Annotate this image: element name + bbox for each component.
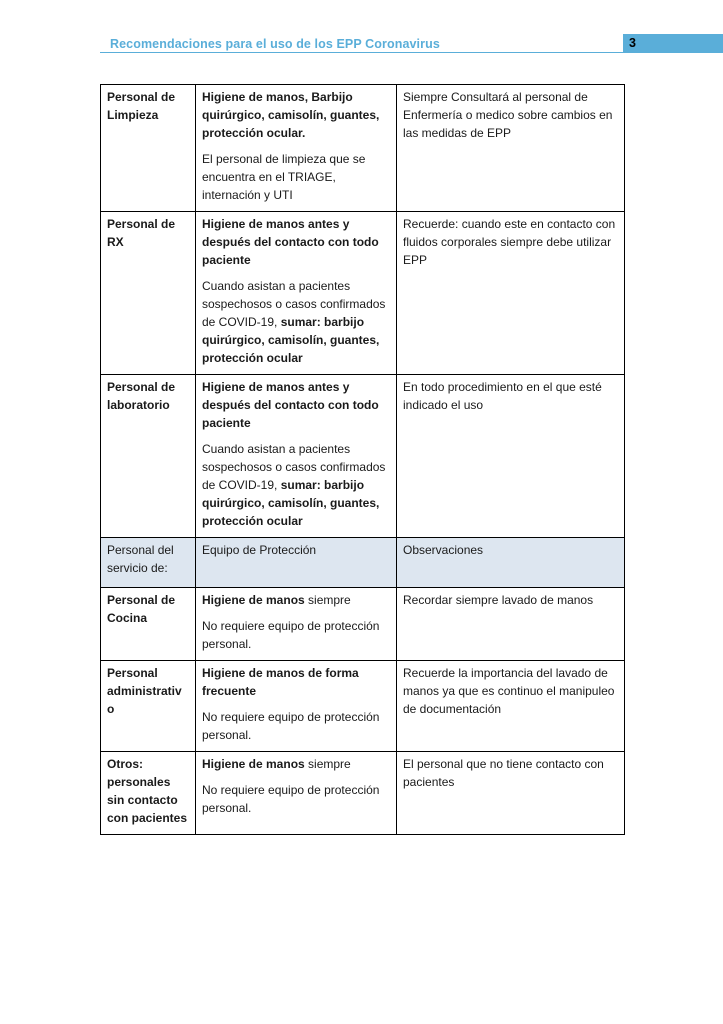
role-cell [101, 661, 196, 752]
equipment-cell [196, 212, 397, 375]
role-cell [101, 588, 196, 661]
role-label: Otros: personales sin contacto con pacientes [107, 757, 188, 825]
observation-text: Recuerde: cuando este en contacto con fluidos corporales siempre debe utilizar EPP [403, 217, 616, 267]
equipment-cell [196, 588, 397, 661]
role-cell [101, 85, 196, 212]
equipment-note: No requiere equipo de protección personal. [202, 710, 380, 742]
equipment-text: Higiene de manos antes y después del contacto con todo paciente [202, 217, 379, 267]
equipment-note [202, 277, 390, 367]
equipment-note: No requiere equipo de protección personal. [202, 619, 380, 651]
equipment-cell [196, 752, 397, 835]
equipment-suffix: siempre [304, 757, 351, 771]
role-label: Personal de RX [107, 217, 176, 249]
equipment-cell [196, 85, 397, 212]
document-title: Recomendaciones para el uso de los EPP Coronavirus [110, 37, 440, 51]
table-row [101, 661, 625, 752]
table-row [101, 752, 625, 835]
equipment-text [202, 591, 390, 609]
column-header-label: Equipo de Protección [202, 543, 317, 557]
observation-text: El personal que no tiene contacto con pacientes [403, 757, 604, 789]
column-header-observations [397, 538, 625, 588]
equipment-note: No requiere equipo de protección personal. [202, 783, 380, 815]
equipment-text: Higiene de manos, Barbijo quirúrgico, camisolín, guantes, protección ocular. [202, 90, 380, 140]
column-header-equipment [196, 538, 397, 588]
role-label: Personal de Cocina [107, 593, 176, 625]
page-header [100, 34, 723, 54]
equipment-note-addition: sumar: barbijo quirúrgico, camisolín, guantes, protección ocular [202, 315, 380, 365]
equipment-cell [196, 375, 397, 538]
observation-cell [397, 212, 625, 375]
header-rule [100, 52, 623, 53]
observation-cell [397, 85, 625, 212]
equipment-text [202, 755, 390, 773]
page-number: 3 [629, 36, 636, 50]
observation-text: Recordar siempre lavado de manos [403, 593, 594, 607]
column-header-label: Observaciones [403, 543, 484, 557]
equipment-note-text: Cuando asistan a pacientes sospechosos o casos confirmados de COVID-19, [202, 279, 386, 329]
equipment-text: Higiene de manos antes y después del contacto con todo paciente [202, 380, 379, 430]
equipment-note [202, 440, 390, 530]
equipment-cell [196, 661, 397, 752]
table-row [101, 212, 625, 375]
observation-cell [397, 661, 625, 752]
observation-text: Siempre Consultará al personal de Enfermería o medico sobre cambios en las medidas de EPP [403, 90, 613, 140]
role-cell [101, 375, 196, 538]
table-header-row [101, 538, 625, 588]
page-number-box [623, 34, 723, 53]
observation-text: En todo procedimiento en el que esté indicado el uso [403, 380, 602, 412]
observation-cell [397, 588, 625, 661]
table-row [101, 85, 625, 212]
equipment-main: Higiene de manos [202, 593, 305, 607]
role-label: Personal de laboratorio [107, 380, 176, 412]
epp-table [100, 84, 625, 835]
equipment-note-text: Cuando asistan a pacientes sospechosos o casos confirmados de COVID-19, [202, 442, 386, 492]
equipment-note: El personal de limpieza que se encuentra en el TRIAGE, internación y UTI [202, 152, 366, 202]
column-header-label: Personal del servicio de: [107, 543, 174, 575]
equipment-note-addition: sumar: barbijo quirúrgico, camisolín, guantes, protección ocular [202, 478, 380, 528]
equipment-suffix: siempre [304, 593, 351, 607]
role-label: Personal de Limpieza [107, 90, 176, 122]
equipment-text: Higiene de manos de forma frecuente [202, 666, 359, 698]
table-row [101, 375, 625, 538]
observation-cell [397, 375, 625, 538]
role-cell [101, 212, 196, 375]
observation-text: Recuerde la importancia del lavado de manos ya que es continuo el manipuleo de documentación [403, 666, 615, 716]
equipment-main: Higiene de manos [202, 757, 305, 771]
table-row [101, 588, 625, 661]
observation-cell [397, 752, 625, 835]
column-header-service [101, 538, 196, 588]
role-cell [101, 752, 196, 835]
role-label: Personal administrativ o [107, 666, 182, 716]
